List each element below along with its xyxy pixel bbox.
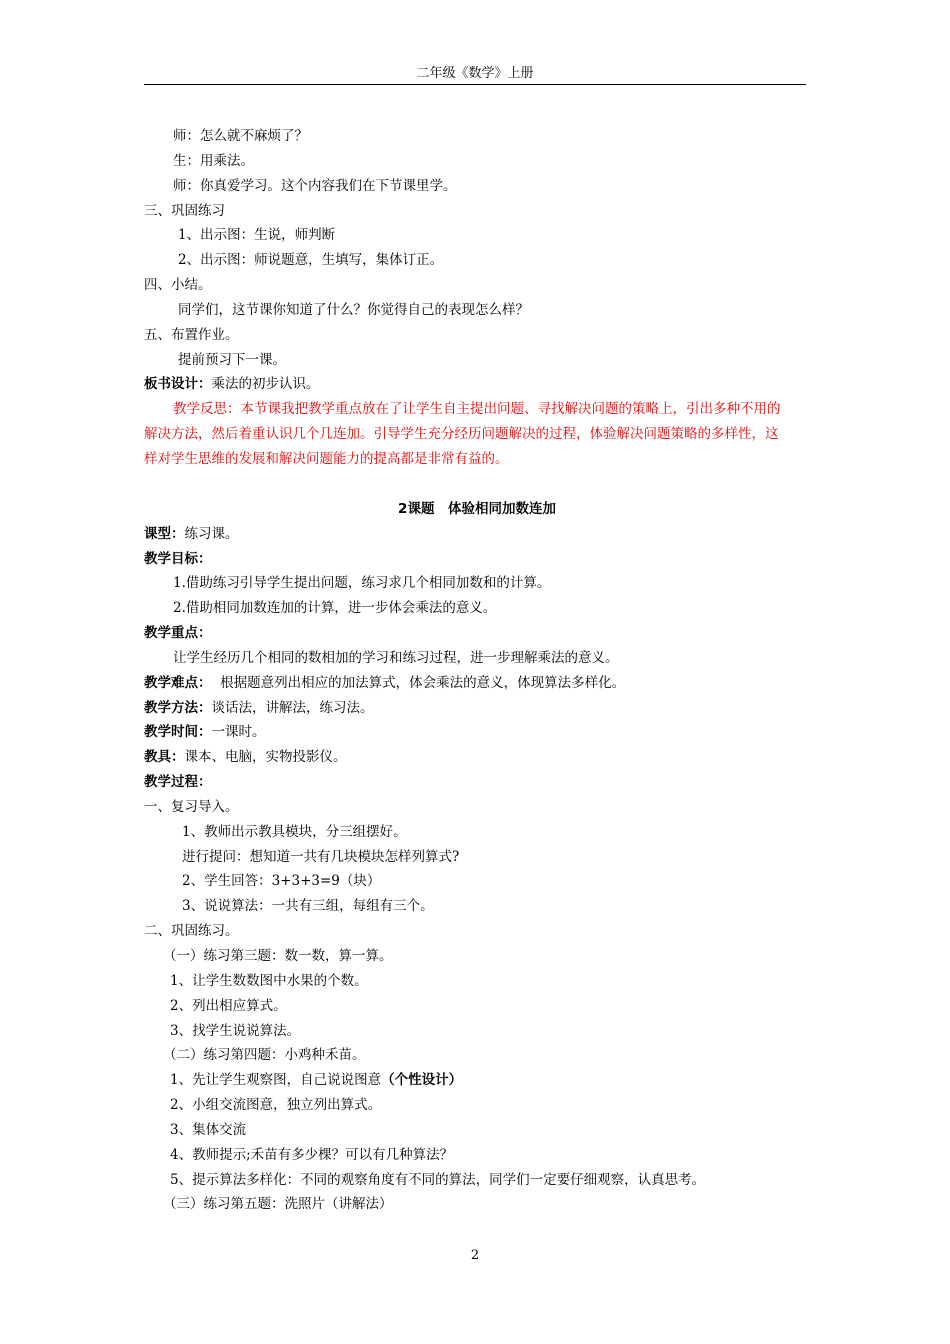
page-number: 2	[470, 1248, 480, 1263]
goal-item: 1.借助练习引导学生提出问题，练习求几个相同加数和的计算。	[173, 575, 551, 592]
board-design	[144, 372, 810, 397]
difficulty-label: 教学难点：	[144, 674, 212, 691]
text-line: 2、学生回答：3+3+3=9（块）	[182, 873, 381, 890]
key-point-text: 让学生经历几个相同的数相加的学习和练习过程，进一步理解乘法的意义。	[173, 649, 619, 666]
method-label: 教学方法：	[144, 699, 212, 716]
section-heading: 一、复习导入。	[144, 798, 239, 815]
text-line: 2、出示图：师说题意，生填写，集体订正。	[178, 252, 444, 269]
text-line: 5、提示算法多样化：不同的观察角度有不同的算法，同学们一定要仔细观察，认真思考。	[170, 1171, 706, 1188]
document-body	[144, 124, 810, 1217]
board-design-label: 板书设计：	[144, 376, 212, 393]
reflection-line: 教学反思：本节课我把教学重点放在了让学生自主提出问题、寻找解决问题的策略上，引出多种不用的	[173, 401, 781, 418]
text-line: 提前预习下一课。	[178, 351, 286, 368]
course-type	[144, 522, 810, 547]
text-line: 2、列出相应算式。	[170, 997, 287, 1014]
method-text: 谈话法，讲解法，练习法。	[211, 699, 374, 716]
text-line: 3、找学生说说算法。	[170, 1022, 301, 1039]
text-line: 3、说说算法：一共有三组，每组有三个。	[182, 898, 434, 915]
text-line: 2、小组交流图意，独立列出算式。	[170, 1097, 382, 1114]
text-line: （三）练习第五题：洗照片（讲解法）	[163, 1196, 393, 1213]
text-line: （一）练习第三题：数一数，算一算。	[163, 948, 393, 964]
text-line: 师：你真爱学习。这个内容我们在下节课里学。	[173, 177, 457, 194]
text-line: 进行提问：想知道一共有几块模块怎样列算式?	[182, 848, 460, 865]
text-line: 同学们，这节课你知道了什么？你觉得自己的表现怎么样？	[178, 301, 529, 318]
course-type-label: 课型：	[144, 525, 185, 542]
time-label: 教学时间：	[144, 724, 212, 741]
process-label: 教学过程：	[144, 774, 212, 791]
board-design-text: 乘法的初步认识。	[211, 376, 320, 393]
design-line-bold: （个性设计）	[381, 1072, 463, 1089]
difficulty-text: 根据题意列出相应的加法算式，体会乘法的意义，体现算法多样化。	[220, 674, 626, 691]
goal-item: 2.借助相同加数连加的计算，进一步体会乘法的意义。	[173, 600, 497, 617]
text-line	[144, 1068, 810, 1093]
text-line: （二）练习第四题：小鸡种禾苗。	[163, 1047, 366, 1064]
time-text: 一课时。	[211, 724, 266, 741]
method	[144, 696, 810, 721]
text-line: 1、让学生数数图中水果的个数。	[170, 972, 368, 989]
tools-label: 教具：	[144, 749, 185, 766]
text-line: 生：用乘法。	[173, 152, 254, 169]
reflection-line: 样对学生思维的发展和解决问题能力的提高都是非常有益的。	[144, 450, 509, 467]
reflection-line: 解决方法，然后着重认识几个几连加。引导学生充分经历问题解决的过程，体验解决问题策略的多样性，这	[144, 426, 779, 443]
lesson-title: 2课题 体验相同加数连加	[398, 500, 556, 517]
time	[144, 720, 810, 745]
section-heading: 二、巩固练习。	[144, 923, 239, 940]
text-line: 师：怎么就不麻烦了？	[173, 128, 308, 144]
text-line: 4、教师提示;禾苗有多少棵？可以有几种算法？	[170, 1146, 454, 1163]
text-line: 1、教师出示教具模块，分三组摆好。	[182, 823, 407, 840]
text-line: 3、集体交流	[170, 1121, 247, 1138]
course-type-text: 练习课。	[184, 525, 239, 542]
section-heading: 四、小结。	[144, 277, 212, 294]
tools	[144, 745, 810, 770]
text-line: 1、出示图：生说，师判断	[178, 227, 336, 244]
page-header: 二年级《数学》上册	[144, 66, 806, 85]
design-line-text: 1、先让学生观察图，自己说说图意	[170, 1072, 382, 1089]
goals-label: 教学目标：	[144, 550, 212, 567]
difficulty	[144, 671, 810, 696]
section-heading: 五、布置作业。	[144, 326, 239, 343]
section-heading: 三、巩固练习	[144, 202, 225, 219]
key-point-label: 教学重点：	[144, 625, 212, 642]
tools-text: 课本、电脑，实物投影仪。	[184, 749, 347, 766]
